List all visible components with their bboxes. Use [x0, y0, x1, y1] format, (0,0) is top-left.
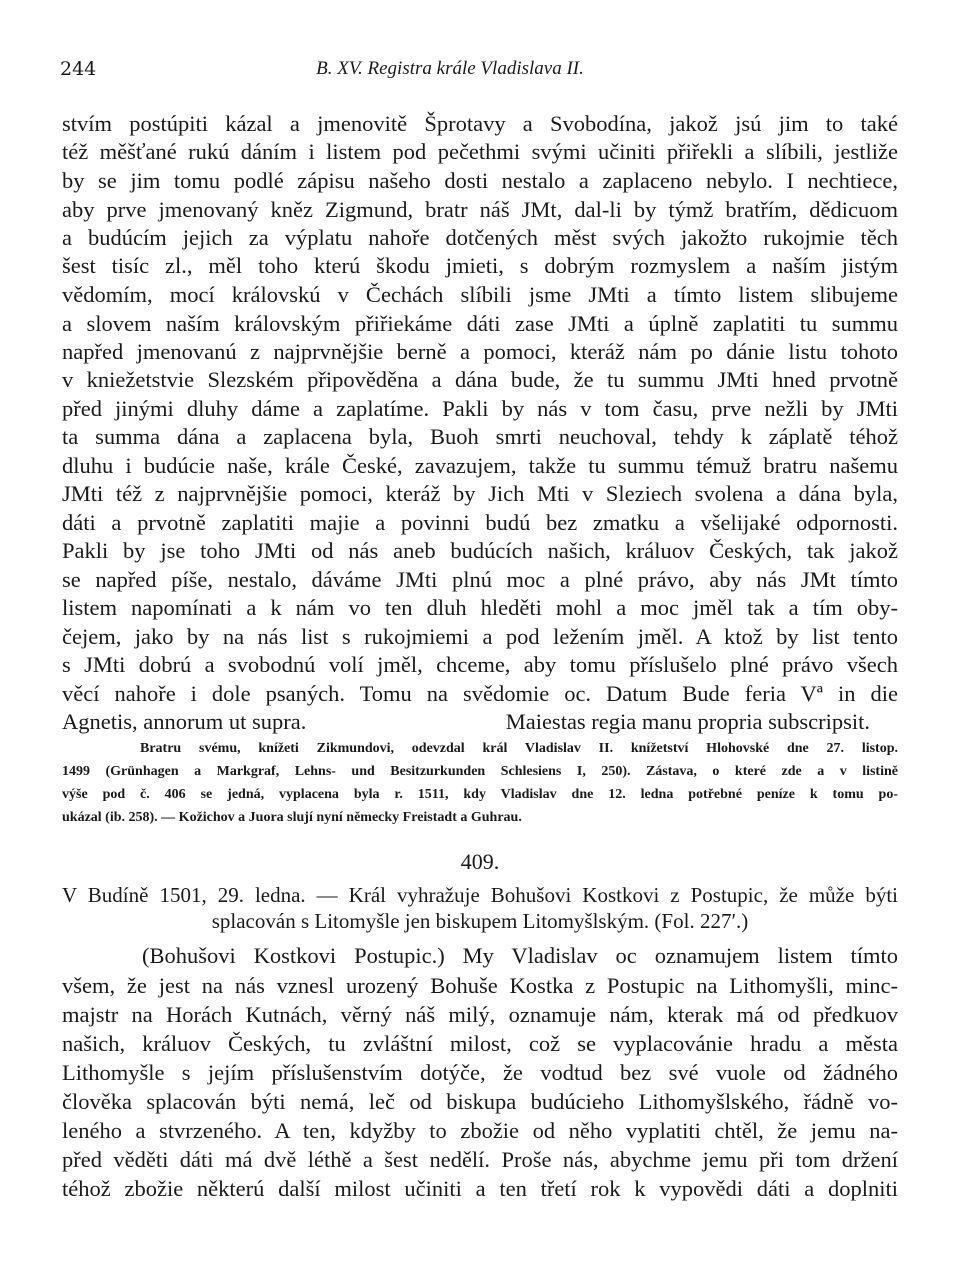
running-head: B. XV. Registra krále Vladislava II.: [316, 58, 584, 79]
text-line: v kniežetstvie Slezském připověděna a dána bude, že tu summu JMti hned prvotně: [62, 367, 898, 392]
document-number: 409.: [460, 849, 500, 874]
page-number: 244: [60, 58, 97, 80]
text-line: aby prve jmenovaný kněz Zigmund, bratr náš JMt, dal-li by týmž bratřím, dědicuom: [62, 197, 898, 222]
text-line: listem napomínati a k nám vo ten dluh hleděti mohl a moc jměl tak a tím oby-: [62, 595, 898, 620]
dating-clause: Agnetis, annorum ut supra.: [62, 709, 307, 734]
text-line: našich, králuov Českých, tu zvláštní milost, což se vyplacovánie hradu a města: [62, 1031, 898, 1056]
regest-line: splacován s Litomyšle jen biskupem Litomyšlským. (Fol. 227′.): [211, 909, 749, 933]
text-line: šest tisíc zl., měl toho kterú škodu jmieti, s dobrým rozmyslem a naším jistým: [62, 253, 898, 278]
text-line: s JMti dobrú a svobodnú volí jměl, chceme, aby tomu příslušelo plné právo všech: [62, 652, 898, 677]
text-line: Pakli by jse toho JMti od nás aneb budúcích našich, králuov Českých, tak jakož: [62, 538, 898, 563]
text-line: člověka splacován býti nemá, leč od biskupa budúcieho Lithomyšlského, řádně vo-: [62, 1089, 898, 1114]
page-header: [60, 58, 900, 86]
note-line: ukázal (ib. 258). — Kožichov a Juora slují nyní německy Freistadt a Guhrau.: [62, 810, 522, 825]
text-line: a budúcím jejich za výplatu nahoře dotčených měst svých jakožto rukojmie těch: [62, 225, 898, 250]
text-line: leného a stvrzeného. A ten, kdyžby to zbožie od něho vyplatiti chtěl, že jemu na-: [62, 1118, 898, 1143]
text-line: JMti též z najprvnějšie pomoci, kteráž by Jich Mti v Sleziech svolena a dána byla,: [62, 481, 898, 506]
text-line: se napřed píše, nestalo, dáváme JMti plnú moc a plné právo, aby nás JMt tímto: [62, 567, 898, 592]
text-line: téhož zbožie některú další milost učiniti a ten třetí rok k vypovědi dáti a doplniti: [62, 1176, 898, 1201]
signature-clause: Maiestas regia manu propria subscripsit.: [505, 709, 870, 734]
text-line: dáti a prvotně zaplatiti majie a povinni budú bez zmatku a všelijaké odpornosti.: [62, 510, 898, 535]
text-line: též měšťané rukú dáním i listem pod pečethmi svými učiniti přiřekli a slíbili, jestliže: [62, 139, 898, 164]
text-line: Lithomyšle s jejím příslušenstvím dotýče, že vodtud bez své vuole od žádného: [62, 1060, 898, 1085]
text-line: vědomím, mocí královskú v Čechách slíbili jsme JMti a tímto listem slibujeme: [62, 282, 898, 307]
regest-line: V Budíně 1501, 29. ledna. — Král vyhražuje Bohušovi Kostkovi z Postupic, že může býti: [62, 883, 898, 907]
text-line: před jinými dluhy dáme a zaplatíme. Pakli by nás v tom času, prve nežli by JMti: [62, 396, 898, 421]
text-line: majstr na Horách Kutnách, věrný náš milý, oznamuje nám, kterak má od předkuov: [62, 1002, 898, 1027]
note-line: Bratru svému, knížeti Zikmundovi, odevzdal král Vladislav II. knížetství Hlohovské dne 27. listop.: [140, 741, 898, 756]
text-line: a slovem naším královským přiřiekáme dáti zase JMti a úplně zaplatiti tu summu: [62, 311, 898, 336]
text-line: stvím postúpiti kázal a jmenovitě Šprotavy a Svobodína, jakož jsú jim to také: [62, 111, 898, 136]
text-line: by se jim tomu podlé zápisu našeho dosti nestalo a zaplaceno nebylo. I nechtiece,: [62, 168, 898, 193]
closing-line: [62, 711, 898, 734]
text-line: věcí nahoře i dole psaných. Tomu na svědomie oc. Datum Bude feria Vª in die: [62, 681, 898, 706]
text-line: dluhu i budúcie naše, krále České, zavazujem, takže tu summu témuž bratru našemu: [62, 453, 898, 478]
text-line: (Bohušovi Kostkovi Postupic.) My Vladislav oc oznamujem listem tímto: [142, 943, 898, 968]
note-line: 1499 (Grünhagen a Markgraf, Lehns- und Besitzurkunden Schlesiens I, 250). Zástava, o které zde a v listině: [62, 764, 898, 779]
text-line: ta summa dána a zaplacena byla, Buoh smrti neuchoval, tehdy k záplatě téhož: [62, 424, 898, 449]
text-line: napřed jmenovanú z najprvnějšie berně a pomoci, kteráž nám po dánie listu tohoto: [62, 339, 898, 364]
text-line: všem, že jest na nás vznesl urozený Bohuše Kostka z Postupic na Lithomyšli, minc-: [62, 973, 898, 998]
note-line: výše pod č. 406 se jedná, vyplacena byla r. 1511, kdy Vladislav dne 12. ledna potřebné peníze k tomu po-: [62, 787, 898, 802]
text-line: před věděti dáti má dvě léthě a šest nedělí. Proše nás, abychme jemu při tom držení: [62, 1147, 898, 1172]
text-line: čejem, jako by na nás list s rukojmiemi a pod ležením jměl. A ktož by list tento: [62, 624, 898, 649]
